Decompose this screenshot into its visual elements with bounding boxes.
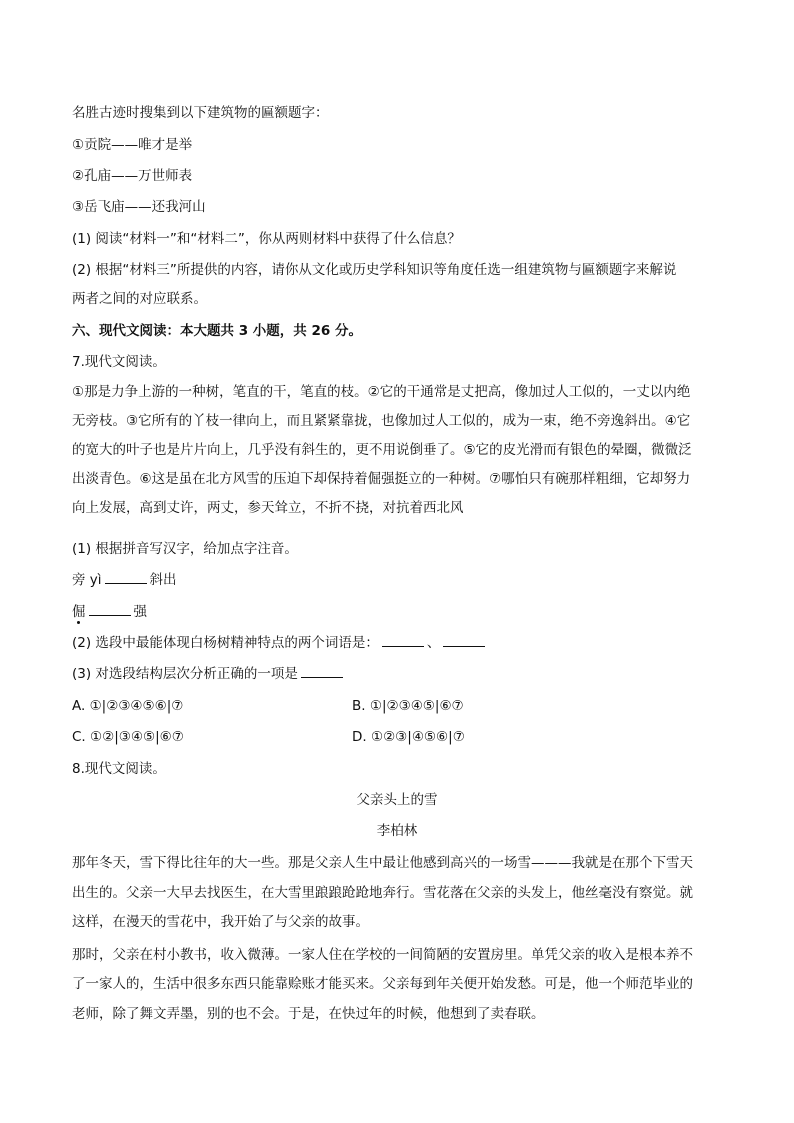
question-2: (2) 根据“材料三”所提供的内容，请你从文化或历史学科知识等角度任选一组建筑物与匾额题字来解说 xyxy=(72,262,677,278)
option-b: B. ①|②③④⑤|⑥⑦ xyxy=(352,698,464,714)
sub3-text: (3) 对选段结构层次分析正确的一项是 xyxy=(72,666,298,682)
fill-suffix: 斜出 xyxy=(149,572,177,588)
q7-sub1: (1) 根据拼音写汉字，给加点字注音。 xyxy=(72,541,298,557)
article-line: 了一家人的，生活中很多东西只能靠赊账才能买来。父亲每到年关便开始发愁。可是，他一个师范毕业的 xyxy=(72,976,693,992)
answer-blank xyxy=(105,571,147,584)
passage-line: 出淡青色。⑥这是虽在北方风雪的压迫下却保持着倔强挺立的一种树。⑦哪怕只有碗那样粗细，它却努力 xyxy=(72,471,691,487)
intro-line: 名胜古迹时搜集到以下建筑物的匾额题字： xyxy=(72,105,329,121)
option-d: D. ①②③|④⑤⑥|⑦ xyxy=(352,729,465,745)
passage-line: 向上发展，高到丈许，两丈，参天耸立，不折不挠，对抗着西北风 xyxy=(72,500,464,516)
option-c: C. ①②|③④⑤|⑥⑦ xyxy=(72,729,184,745)
answer-blank xyxy=(382,634,424,647)
article-author: 李柏林 xyxy=(376,823,418,839)
q7-title: 7.现代文阅读。 xyxy=(72,354,166,370)
dotted-char: 倔 xyxy=(72,604,86,620)
answer-blank xyxy=(301,665,343,678)
article-line: 那年冬天，雪下得比往年的大一些。那是父亲人生中最让他感到高兴的一场雪———我就是在那个下雪天 xyxy=(72,855,693,871)
passage-line: ①那是力争上游的一种树，笔直的干，笔直的枝。②它的干通常是丈把高，像加过人工似的，一丈以内绝 xyxy=(72,384,691,400)
option-a: A. ①|②③④⑤⑥|⑦ xyxy=(72,698,184,714)
fill-blank-1 xyxy=(72,571,722,589)
intro-item: ①贡院——唯才是举 xyxy=(72,137,193,153)
passage-line: 的宽大的叶子也是片片向上，几乎没有斜生的，更不用说倒垂了。⑤它的皮光滑而有银色的晕圈，微微泛 xyxy=(72,442,692,458)
q8-title: 8.现代文阅读。 xyxy=(72,761,166,777)
article-line: 出生的。父亲一大早去找医生，在大雪里踉踉跄跄地奔行。雪花落在父亲的头发上，他丝毫没有察觉。就 xyxy=(72,885,693,901)
passage-line: 无旁枝。③它所有的丫枝一律向上，而且紧紧靠拢，也像加过人工似的，成为一束，绝不旁逸斜出。④它 xyxy=(72,413,691,429)
intro-item: ③岳飞庙——还我河山 xyxy=(72,199,206,215)
q7-sub3 xyxy=(72,665,722,683)
intro-item: ②孔庙——万世师表 xyxy=(72,168,193,184)
sub2-sep: 、 xyxy=(426,635,441,651)
fill-suffix: 强 xyxy=(133,604,147,620)
article-title: 父亲头上的雪 xyxy=(356,792,438,808)
q7-sub2 xyxy=(72,634,722,652)
article-line: 老师，除了舞文弄墨，别的也不会。于是，在快过年的时候，他想到了卖春联。 xyxy=(72,1006,545,1022)
article-line: 那时，父亲在村小教书，收入微薄。一家人住在学校的一间简陋的安置房里。单凭父亲的收入是根本养不 xyxy=(72,947,693,963)
question-2-cont: 两者之间的对应联系。 xyxy=(72,291,207,307)
fill-prefix: 旁 yì xyxy=(72,572,102,588)
section-heading: 六、现代文阅读：本大题共 3 小题，共 26 分。 xyxy=(72,323,362,339)
question-1: (1) 阅读“材料一”和“材料二”，你从两则材料中获得了什么信息？ xyxy=(72,231,461,247)
sub2-text: (2) 选段中最能体现白杨树精神特点的两个词语是： xyxy=(72,635,379,651)
answer-blank xyxy=(89,603,131,616)
fill-blank-2 xyxy=(72,603,722,621)
answer-blank xyxy=(443,634,485,647)
article-line: 这样，在漫天的雪花中，我开始了与父亲的故事。 xyxy=(72,914,369,930)
